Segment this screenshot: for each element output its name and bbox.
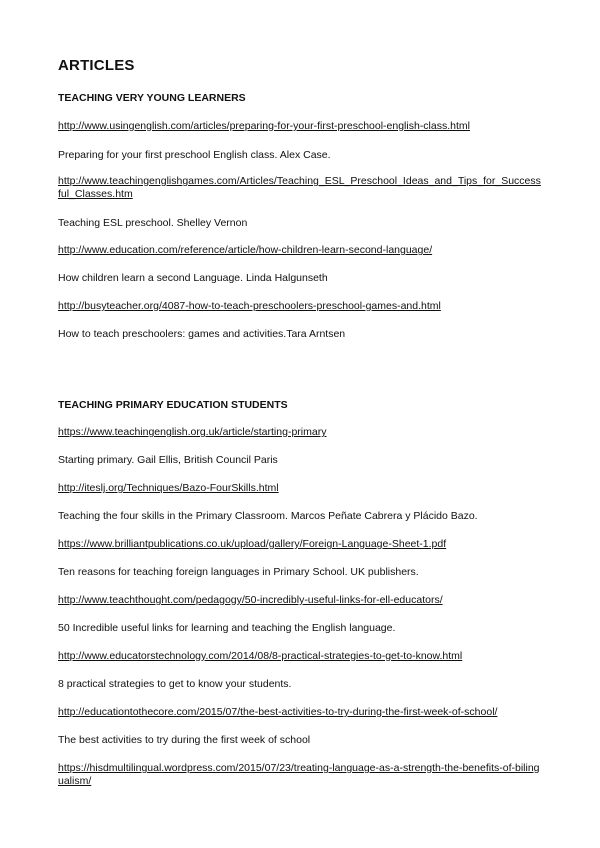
article-link[interactable]: http://www.education.com/reference/article/how-children-learn-second-language/ xyxy=(58,244,433,256)
article-description: Ten reasons for teaching foreign languages in Primary School. UK publishers. xyxy=(58,566,419,578)
article-link[interactable]: https://hisdmultilingual.wordpress.com/2015/07/23/treating-language-as-a-strength-the-benefits-of-bilingualism/ xyxy=(58,762,540,787)
page-title: ARTICLES xyxy=(58,57,135,74)
article-link[interactable]: https://www.brilliantpublications.co.uk/upload/gallery/Foreign-Language-Sheet-1.pdf xyxy=(58,538,447,550)
article-link[interactable]: http://www.teachthought.com/pedagogy/50-incredibly-useful-links-for-ell-educators/ xyxy=(58,594,443,606)
article-description: Preparing for your first preschool English class. Alex Case. xyxy=(58,149,331,161)
article-link[interactable]: http://educationtothecore.com/2015/07/the-best-activities-to-try-during-the-first-week-of-school/ xyxy=(58,706,498,718)
article-link[interactable]: https://www.teachingenglish.org.uk/article/starting-primary xyxy=(58,426,327,438)
article-description: Starting primary. Gail Ellis, British Council Paris xyxy=(58,454,278,466)
article-description: 8 practical strategies to get to know your students. xyxy=(58,678,292,690)
article-description: How children learn a second Language. Linda Halgunseth xyxy=(58,272,328,284)
section-heading-primary-education: TEACHING PRIMARY EDUCATION STUDENTS xyxy=(58,399,288,411)
article-description: How to teach preschoolers: games and activities.Tara Arntsen xyxy=(58,328,346,340)
section-heading-young-learners: TEACHING VERY YOUNG LEARNERS xyxy=(58,92,246,104)
article-description: The best activities to try during the first week of school xyxy=(58,734,311,746)
article-description: 50 Incredible useful links for learning and teaching the English language. xyxy=(58,622,396,634)
article-description: Teaching ESL preschool. Shelley Vernon xyxy=(58,217,248,229)
article-link[interactable]: http://iteslj.org/Techniques/Bazo-FourSkills.html xyxy=(58,482,279,494)
article-link[interactable]: http://busyteacher.org/4087-how-to-teach-preschoolers-preschool-games-and.html xyxy=(58,300,441,312)
article-link[interactable]: http://www.teachingenglishgames.com/Articles/Teaching_ESL_Preschool_Ideas_and_Tips_for_Successful_Classes.htm xyxy=(58,175,541,200)
article-link[interactable]: http://www.educatorstechnology.com/2014/08/8-practical-strategies-to-get-to-know.html xyxy=(58,650,463,662)
article-description: Teaching the four skills in the Primary Classroom. Marcos Peñate Cabrera y Plácido Bazo. xyxy=(58,510,478,522)
article-link[interactable]: http://www.usingenglish.com/articles/preparing-for-your-first-preschool-english-class.html xyxy=(58,120,470,132)
